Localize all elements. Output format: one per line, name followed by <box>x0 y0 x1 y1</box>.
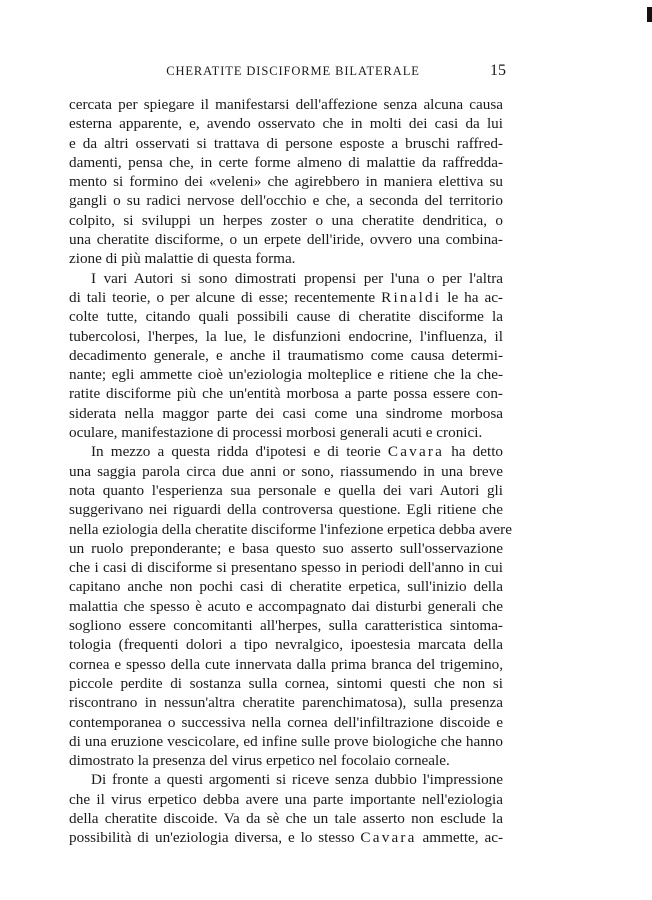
text-line <box>69 191 503 210</box>
text-line <box>69 616 503 635</box>
text-segment: colte tutte, citando quali possibili cause di cheratite disciforme la <box>69 308 503 326</box>
text-segment: nante; egli ammette cioè un'eziologia molteplice e ritiene che la che- <box>69 366 503 384</box>
text-segment: di tali teorie, o per alcune di esse; recentemente <box>69 288 382 306</box>
text-line <box>69 307 503 326</box>
text-segment: colpito, si sviluppi un herpes zoster o una cheratite dendritica, o <box>69 211 503 229</box>
text-line <box>69 713 503 732</box>
text-segment: di una eruzione vescicolare, ed infine sulle prove biologiche che hanno <box>69 732 503 750</box>
text-line <box>69 751 503 770</box>
text-segment: oculare, manifestazione di processi morbosi generali acuti e cronici. <box>69 424 483 442</box>
text-segment: zione di più malattie di questa forma. <box>69 250 296 268</box>
text-segment: ammette, ac- <box>416 829 504 847</box>
text-segment: che i casi di disciforme si presentano spesso in periodi dell'anno in cui <box>69 559 503 577</box>
text-segment: contemporanea o successiva nella cornea dell'infiltrazione discoide e <box>69 713 503 731</box>
text-line <box>69 423 503 442</box>
text-line <box>69 365 503 384</box>
text-segment: suggerivano nei riguardi della controversa questione. Egli ritiene che <box>69 501 503 519</box>
text-segment: dimostrato la presenza del virus erpetico nel focolaio corneale. <box>69 752 450 770</box>
text-segment: le ha ac- <box>441 288 503 306</box>
author-name: Cavara <box>360 829 417 847</box>
text-line <box>69 134 503 153</box>
text-segment: ratite disciforme più che un'entità morbosa a parte possa essere con- <box>69 385 503 403</box>
text-segment: riscontrano in nessun'altra cheratite parenchimatosa), sulla presenza <box>69 694 503 712</box>
text-line <box>69 327 503 346</box>
text-segment: capitano anche non pochi casi di cheratite erpetica, sull'inizio della <box>69 578 503 596</box>
text-segment: e da altri osservati si trattava di persone esposte a bruschi raffred- <box>69 134 503 152</box>
text-segment: un ruolo preponderante; e basa questo suo asserto sull'osservazione <box>69 539 503 557</box>
text-line <box>69 655 503 674</box>
text-line <box>69 558 503 577</box>
text-line <box>69 732 503 751</box>
text-line <box>69 230 503 249</box>
text-segment: esterna apparente, e, avendo osservato che in molti dei casi da lui <box>69 115 503 133</box>
text-segment: siderata nella maggor parte dei casi come una sindrome morbosa <box>69 404 503 422</box>
text-segment: gangli o su radici nervose dell'occhio e che, a seconda del territorio <box>69 192 503 210</box>
text-line <box>69 481 503 500</box>
text-line <box>69 288 503 307</box>
text-segment: malattia che spesso è acuto e accompagnato dai disturbi generali che <box>69 597 503 615</box>
text-segment: piccole perdite di sostanza sulla cornea, sintomi questi che non si <box>69 674 503 692</box>
text-segment: tologia (frequenti dolori a tipo nevralgico, ipoestesia marcata della <box>69 636 503 654</box>
text-segment: sogliono essere concomitanti all'herpes, sulla caratteristica sintoma- <box>69 617 503 635</box>
text-line <box>69 269 503 288</box>
text-line <box>69 211 503 230</box>
text-segment: damenti, pensa che, in certe forme almeno di malattie da raffredda- <box>69 153 503 171</box>
running-title: CHERATITE DISCIFORME BILATERALE <box>166 64 420 78</box>
text-segment: una saggia parola circa due anni or sono, riassumendo in una breve <box>69 462 503 480</box>
text-segment: cercata per spiegare il manifestarsi dell'affezione senza alcuna causa <box>69 96 503 113</box>
text-line <box>69 597 503 616</box>
text-line <box>69 770 503 789</box>
text-line <box>69 635 503 654</box>
body-text <box>69 95 512 848</box>
text-line <box>69 674 503 693</box>
text-segment: Di fronte a questi argomenti si riceve senza dubbio l'impressione <box>91 771 503 789</box>
author-name: Rinaldi <box>381 288 442 306</box>
text-line <box>69 442 503 461</box>
text-segment: che il virus erpetico debba avere una parte importante nell'eziologia <box>69 790 503 808</box>
running-head <box>68 64 506 84</box>
text-segment: della cheratite discoide. Va da sè che un tale asserto non esclude la <box>69 809 503 827</box>
text-line <box>69 114 503 133</box>
text-segment: una cheratite disciforme, o un erpete dell'iride, ovvero una combina- <box>69 231 503 249</box>
text-line <box>69 95 503 114</box>
text-line <box>69 462 503 481</box>
text-line <box>69 809 503 828</box>
author-name: Cavara <box>387 443 445 461</box>
text-line <box>69 153 503 172</box>
text-line <box>69 384 503 403</box>
text-segment: tubercolosi, l'herpes, la lue, le disfunzioni endocrine, l'influenza, il <box>69 327 503 345</box>
text-line <box>69 520 512 539</box>
text-segment: nella eziologia della cheratite disciforme l'infezione erpetica debba avere <box>69 520 512 538</box>
page-number: 15 <box>490 62 506 79</box>
text-segment: nota quanto l'esperienza sua personale e quella dei vari Autori gli <box>69 481 503 499</box>
text-line <box>69 539 503 558</box>
text-line <box>69 577 503 596</box>
text-segment: In mezzo a questa ridda d'ipotesi e di teorie <box>91 443 388 461</box>
scan-edge-mark <box>647 7 652 22</box>
text-segment: mento si formino dei «veleni» che agirebbero in maniera elettiva su <box>69 173 503 191</box>
text-line <box>69 500 503 519</box>
text-segment: possibilità di un'eziologia diversa, e lo stesso <box>69 829 361 847</box>
text-segment: decadimento generale, e anche il traumatismo come causa determi- <box>69 346 503 364</box>
text-segment: ha detto <box>444 443 504 461</box>
text-line <box>69 790 503 809</box>
text-line <box>69 346 503 365</box>
text-segment: I vari Autori si sono dimostrati propensi per l'una o per l'altra <box>91 269 503 287</box>
text-line <box>69 249 503 268</box>
text-line <box>69 693 503 712</box>
text-line <box>69 172 503 191</box>
text-segment: cornea e spesso della cute innervata dalla prima branca del trigemino, <box>69 655 503 673</box>
text-line <box>69 828 503 847</box>
text-line <box>69 404 503 423</box>
